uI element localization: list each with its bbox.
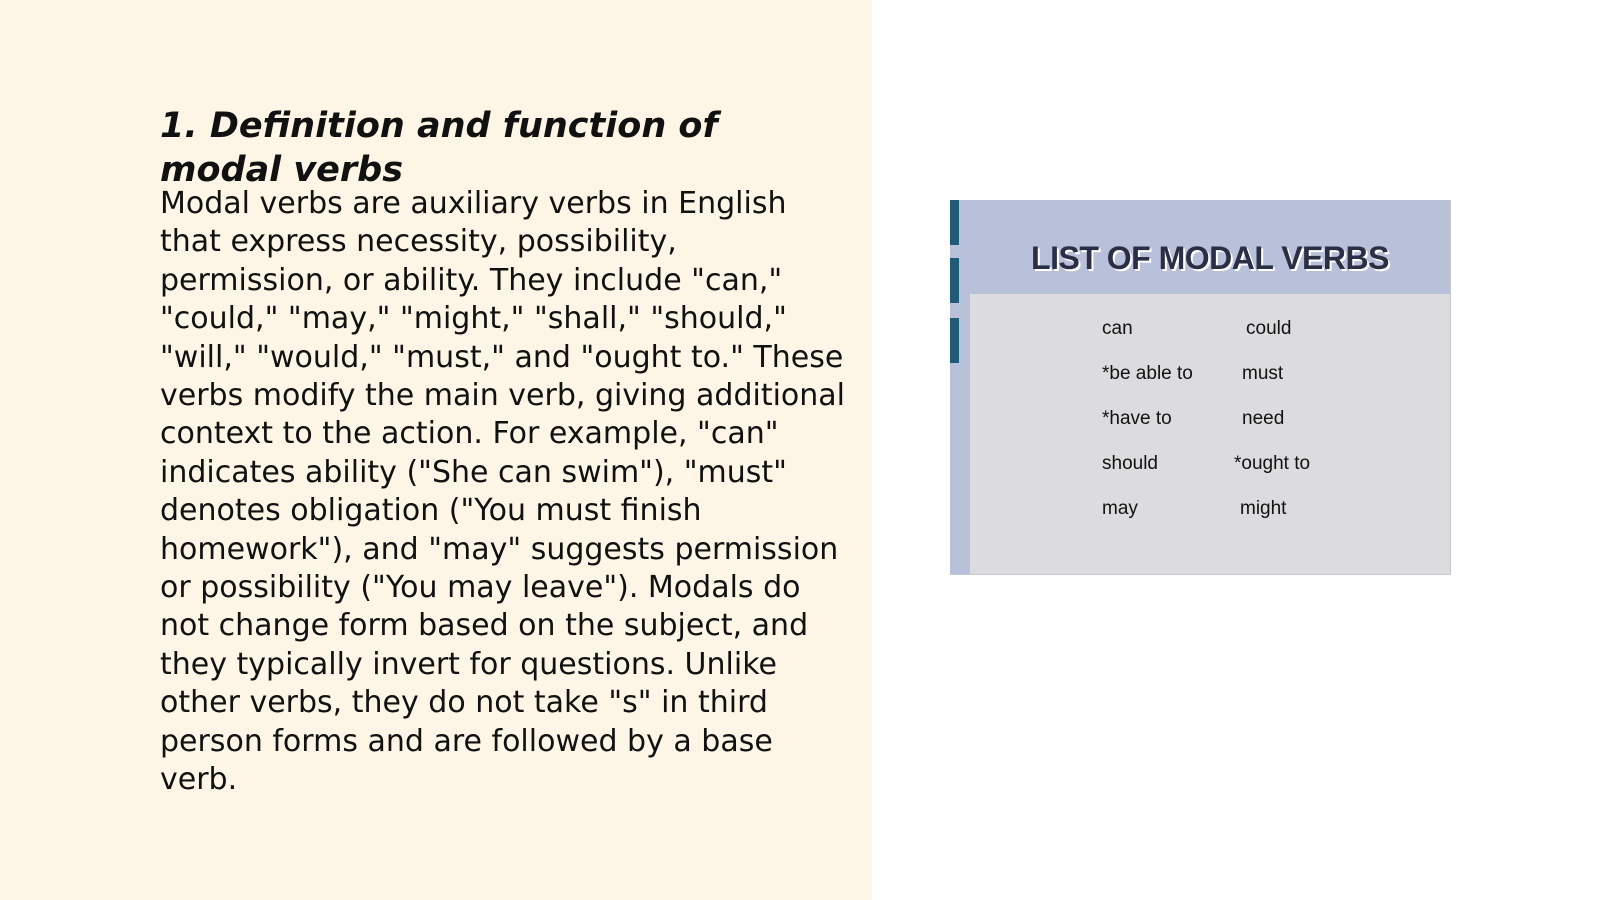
modal-verb-word: could [1246, 318, 1292, 339]
figure-header [970, 200, 1450, 294]
modal-verb-word: *be able to [1102, 363, 1193, 384]
figure-title: LIST OF MODAL VERBS [1031, 240, 1389, 276]
modal-verb-word: can [1102, 318, 1133, 339]
modal-verb-word: need [1242, 408, 1285, 429]
body-paragraph: Modal verbs are auxiliary verbs in English that express necessity, possibility, permission, or ability. They include "can," "could," "may," "might," "shall," "should," "will," "would," "must," and "ought to." These verbs modify the main verb, giving additional context to the action. For example, "can" indicates ability ("She can swim"), "must" denotes obligation ("You must finish homework"), and "may" suggests permission or possibility ("You may leave"). Modals do not change form based on the subject, and they typically invert for questions. Unlike other verbs, they do not take "s" in third person forms and are followed by a base verb. [160, 186, 846, 798]
modal-verb-word: *ought to [1234, 453, 1311, 474]
figure-tab-marker [950, 258, 959, 303]
figure-tab-marker [950, 200, 959, 245]
modal-verbs-figure [950, 200, 1451, 575]
modal-verb-word: may [1102, 498, 1138, 519]
figure-tab-marker [950, 318, 959, 363]
modal-verb-word: might [1240, 498, 1287, 519]
modal-verb-word: should [1102, 453, 1158, 474]
modal-verb-word: *have to [1102, 408, 1172, 429]
modal-verb-word: must [1242, 363, 1284, 384]
section-heading: 1. Definition and function of modal verbs [160, 106, 718, 190]
figure-side-bar [950, 200, 970, 574]
